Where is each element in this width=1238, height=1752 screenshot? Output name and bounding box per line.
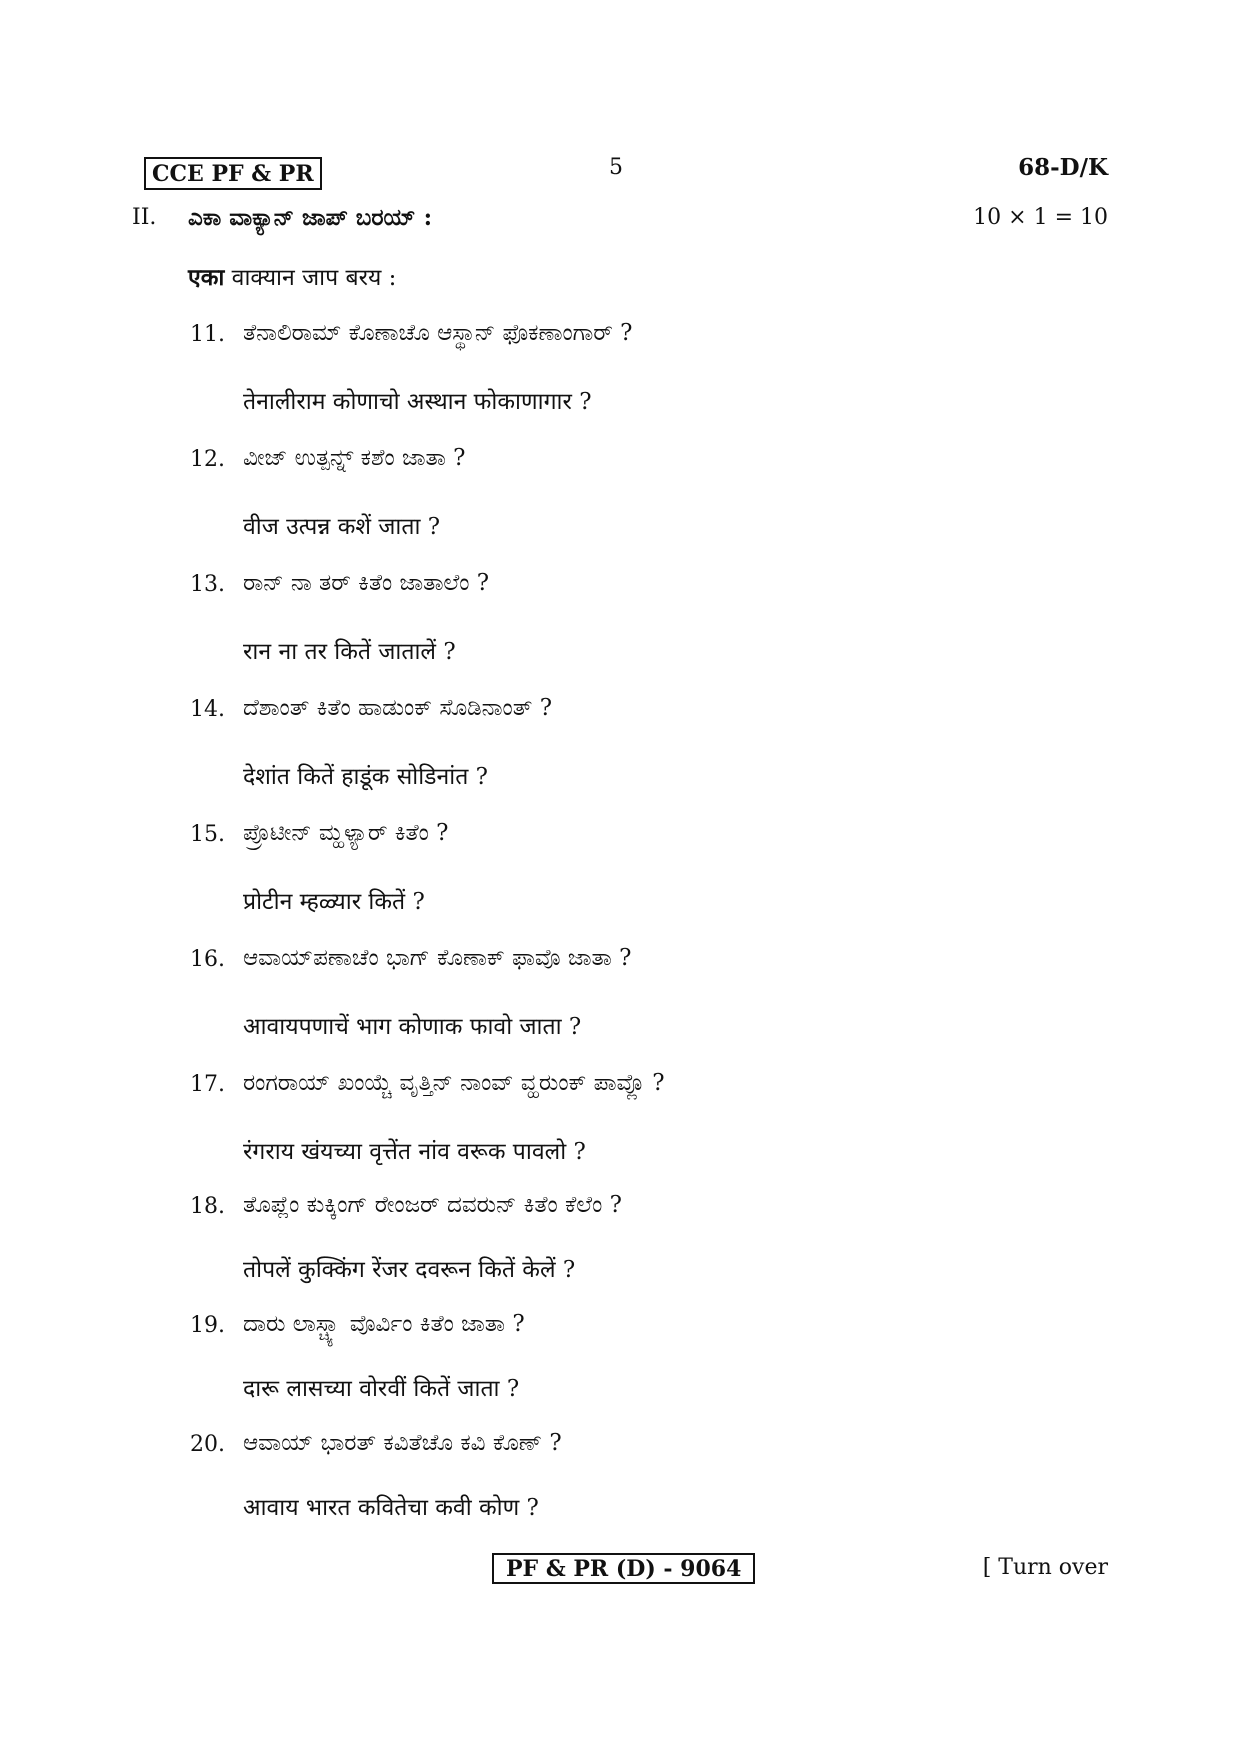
header-course-box: CCE PF & PR (144, 157, 322, 190)
question-kannada: ರಂಗರಾಯ್ ಖಂಯ್ಚೆ ವೃತ್ತಿನ್ ನಾಂವ್ ವ್ಹರುಂಕ್ ಪಾವ್ಲೊ ? (243, 1070, 665, 1096)
question-kannada: ದಾರು ಲಾಸ್ಚ್ಯಾ ವೊರ್ವಿಂ ಕಿತೆಂ ಜಾತಾ ? (243, 1311, 525, 1337)
question-kannada: ವೀಜ್ ಉತ್ಪನ್ನ್ ಕಶೆಂ ಜಾತಾ ? (243, 445, 466, 471)
question-devanagari: देशांत कितें हाडूंक सोडिनांत ? (243, 764, 488, 790)
question-number: 20. (190, 1432, 225, 1457)
instruction-rest: वाक्यान जाप बरय : (224, 265, 397, 291)
question-number: 11. (190, 322, 225, 347)
question-number: 19. (190, 1313, 225, 1338)
paper-code: 68-D/K (1018, 154, 1108, 181)
question-devanagari: तोपलें कुक्किंग रेंजर दवरून कितें केलें ? (243, 1257, 576, 1283)
question-kannada: ಪ್ರೊಟೀನ್ ಮ್ಹಳ್ಯಾರ್ ಕಿತೆಂ ? (243, 820, 449, 846)
question-devanagari: वीज उत्पन्न कशें जाता ? (243, 514, 441, 540)
question-devanagari: दारू लासच्या वोरवीं कितें जाता ? (243, 1376, 520, 1402)
section-marks: 10 × 1 = 10 (973, 205, 1108, 230)
question-kannada: ಆವಾಯ್‌ಪಣಾಚೆಂ ಭಾಗ್ ಕೊಣಾಕ್ ಫಾವೊ ಜಾತಾ ? (243, 945, 632, 971)
question-number: 17. (190, 1072, 225, 1097)
question-number: 14. (190, 697, 225, 722)
page-number: 5 (609, 155, 623, 180)
question-number: 12. (190, 447, 225, 472)
question-number: 15. (190, 822, 225, 847)
question-devanagari: प्रोटीन म्हळ्यार कितें ? (243, 889, 425, 915)
question-kannada: ರಾನ್ ನಾ ತರ್ ಕಿತೆಂ ಜಾತಾಲೆಂ ? (243, 570, 490, 596)
question-number: 13. (190, 572, 225, 597)
question-devanagari: तेनालीराम कोणाचो अस्थान फोकाणागार ? (243, 389, 592, 415)
turn-over-note: [ Turn over (982, 1555, 1108, 1580)
section-title: ಎಕಾ ವಾಕ್ಯಾನ್ ಜಾಪ್ ಬರಯ್ : (188, 204, 433, 231)
question-number: 16. (190, 947, 225, 972)
question-kannada: ಆವಾಯ್ ಭಾರತ್ ಕವಿತೆಚೊ ಕವಿ ಕೊಣ್ ? (243, 1430, 562, 1456)
question-kannada: ದೆಶಾಂತ್ ಕಿತೆಂ ಹಾಡುಂಕ್ ಸೊಡಿನಾಂತ್ ? (243, 695, 553, 721)
question-devanagari: आवाय भारत कवितेचा कवी कोण ? (243, 1495, 539, 1521)
footer-code-box: PF & PR (D) - 9064 (492, 1553, 755, 1584)
question-number: 18. (190, 1194, 225, 1219)
section-number: II. (132, 205, 157, 230)
question-devanagari: रंगराय खंयच्या वृत्तेंत नांव वरूक पावलो ? (243, 1139, 586, 1165)
question-kannada: ತೆನಾಲಿರಾಮ್ ಕೊಣಾಚೊ ಆಸ್ಥಾನ್ ಫೊಕಣಾಂಗಾರ್ ? (243, 320, 633, 346)
question-kannada: ತೊಪ್ಲೆಂ ಕುಕ್ಕಿಂಗ್ ರೇಂಜರ್ ದವರುನ್ ಕಿತೆಂ ಕೆಲೆಂ ? (243, 1192, 622, 1218)
question-devanagari: रान ना तर कितें जातालें ? (243, 639, 456, 665)
instruction-bold-word: एका (188, 264, 225, 291)
section-instruction (188, 260, 396, 292)
question-devanagari: आवायपणाचें भाग कोणाक फावो जाता ? (243, 1014, 582, 1040)
